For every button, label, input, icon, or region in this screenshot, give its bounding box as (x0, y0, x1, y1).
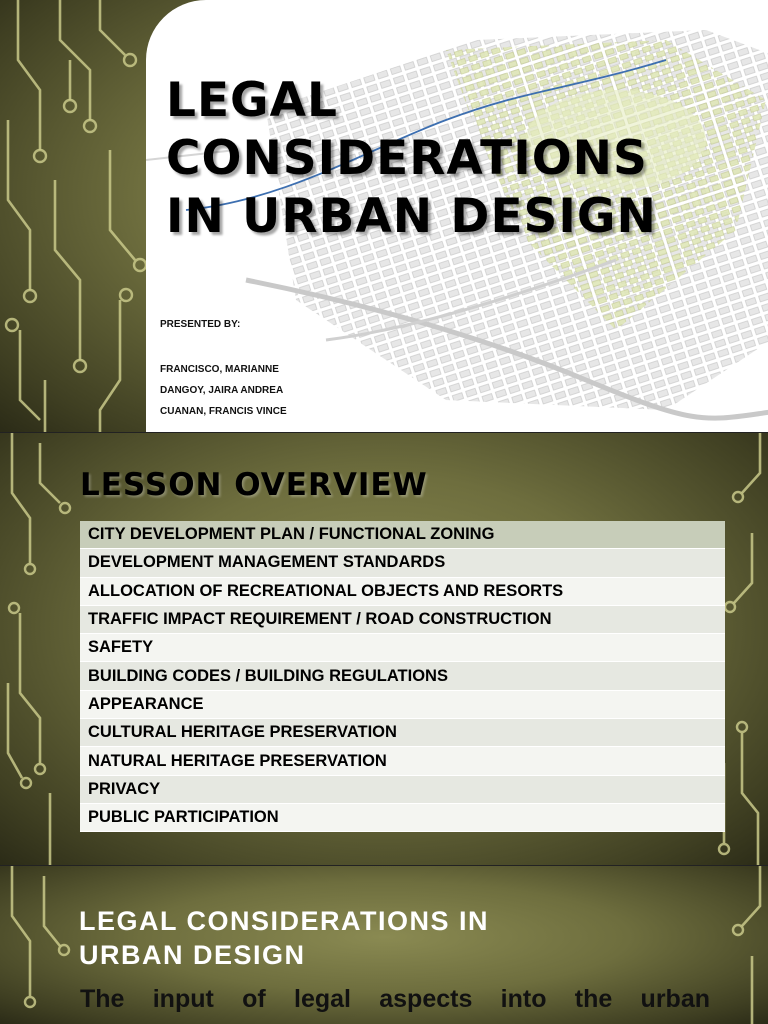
table-cell: ALLOCATION OF RECREATIONAL OBJECTS AND RESORTS (80, 577, 725, 605)
lesson-overview-table (80, 521, 725, 832)
table-row (80, 690, 725, 718)
title-card (146, 0, 768, 432)
table-cell: TRAFFIC IMPACT REQUIREMENT / ROAD CONSTRUCTION (80, 605, 725, 633)
title-line: CONSIDERATIONS (166, 131, 648, 186)
section-title-line: LEGAL CONSIDERATIONS IN (79, 906, 490, 936)
table-cell: DEVELOPMENT MANAGEMENT STANDARDS (80, 549, 725, 577)
table-cell: NATURAL HERITAGE PRESERVATION (80, 747, 725, 775)
table-row (80, 521, 725, 549)
body-text: The input of legal aspects into the urban (80, 985, 710, 1013)
author-name: FRANCISCO, MARIANNE (160, 364, 279, 375)
circuit-decoration-icon (0, 433, 80, 865)
author-name: CUANAN, FRANCIS VINCE (160, 406, 287, 417)
author-list (160, 359, 287, 422)
table-row (80, 719, 725, 747)
presentation-title (166, 72, 657, 246)
table-row (80, 662, 725, 690)
table-cell: CITY DEVELOPMENT PLAN / FUNCTIONAL ZONING (80, 521, 725, 549)
table-row (80, 747, 725, 775)
table-row (80, 775, 725, 803)
table-cell: BUILDING CODES / BUILDING REGULATIONS (80, 662, 725, 690)
table-row (80, 634, 725, 662)
table-cell: CULTURAL HERITAGE PRESERVATION (80, 719, 725, 747)
table-row (80, 577, 725, 605)
table-cell: SAFETY (80, 634, 725, 662)
table-row (80, 803, 725, 831)
presented-by-label: PRESENTED BY: (160, 319, 241, 330)
table-cell: PUBLIC PARTICIPATION (80, 803, 725, 831)
author-name: DANGOY, JAIRA ANDREA (160, 385, 284, 396)
table-cell: PRIVACY (80, 775, 725, 803)
table-cell: APPEARANCE (80, 690, 725, 718)
section-title-line: URBAN DESIGN (79, 940, 306, 970)
section-title (79, 904, 489, 972)
lesson-overview-title: LESSON OVERVIEW (80, 467, 428, 503)
circuit-decoration-icon (0, 0, 150, 432)
circuit-decoration-icon (712, 866, 768, 1024)
circuit-decoration-icon (0, 866, 80, 1024)
table-row (80, 605, 725, 633)
title-slide (0, 0, 768, 432)
title-line: IN URBAN DESIGN (166, 189, 657, 244)
title-line: LEGAL (166, 73, 338, 128)
table-row (80, 549, 725, 577)
